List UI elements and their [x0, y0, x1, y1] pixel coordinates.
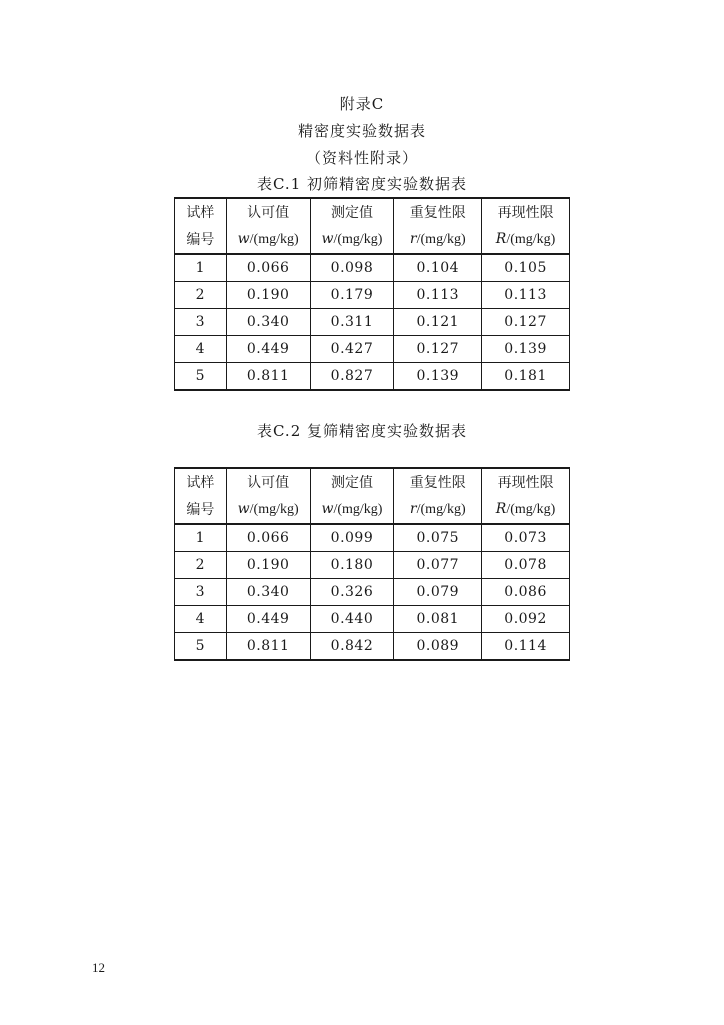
table-row: [175, 552, 570, 579]
value-cell: 0.127: [394, 336, 482, 363]
unit-symbol: R: [495, 501, 507, 517]
header-cell: 重复性限: [394, 198, 482, 226]
header-cell: [310, 226, 394, 254]
header-cell: 测定值: [310, 468, 394, 496]
table-row: [175, 524, 570, 552]
precision-table-1: [174, 197, 570, 391]
unit-symbol: r: [409, 501, 417, 517]
value-cell: 0.089: [394, 633, 482, 661]
value-cell: 0.326: [310, 579, 394, 606]
sample-id-cell: 5: [175, 633, 227, 661]
header-cell: 编号: [175, 496, 227, 524]
header-cell: 试样: [175, 468, 227, 496]
header-cell: 试样: [175, 198, 227, 226]
header-cell: [482, 226, 570, 254]
table-1-caption: 表C.1 初筛精密度实验数据表: [256, 175, 468, 193]
sample-id-cell: 5: [175, 363, 227, 391]
sample-id-cell: 1: [175, 524, 227, 552]
value-cell: 0.449: [226, 606, 310, 633]
value-cell: 0.105: [482, 254, 570, 282]
value-cell: 0.121: [394, 309, 482, 336]
value-cell: 0.827: [310, 363, 394, 391]
unit-text: /(mg/kg): [333, 502, 383, 517]
unit-text: /(mg/kg): [333, 232, 383, 247]
header-cell: [482, 496, 570, 524]
value-cell: 0.114: [482, 633, 570, 661]
value-cell: 0.081: [394, 606, 482, 633]
table-row: [175, 606, 570, 633]
header-cell: 认可值: [226, 198, 310, 226]
table-2-caption: 表C.2 复筛精密度实验数据表: [256, 422, 468, 440]
value-cell: 0.181: [482, 363, 570, 391]
unit-text: /(mg/kg): [416, 502, 466, 517]
sample-id-cell: 3: [175, 309, 227, 336]
sample-id-cell: 2: [175, 552, 227, 579]
table-row: [175, 363, 570, 391]
unit-symbol: w: [321, 231, 334, 247]
value-cell: 0.078: [482, 552, 570, 579]
sample-id-cell: 4: [175, 336, 227, 363]
value-cell: 0.190: [226, 552, 310, 579]
value-cell: 0.139: [394, 363, 482, 391]
table-row: [175, 633, 570, 661]
value-cell: 0.073: [482, 524, 570, 552]
unit-symbol: w: [237, 501, 250, 517]
value-cell: 0.066: [226, 524, 310, 552]
header-cell: [394, 496, 482, 524]
value-cell: 0.427: [310, 336, 394, 363]
table-row: [175, 336, 570, 363]
sample-id-cell: 3: [175, 579, 227, 606]
value-cell: 0.092: [482, 606, 570, 633]
value-cell: 0.811: [226, 633, 310, 661]
value-cell: 0.099: [310, 524, 394, 552]
sample-id-cell: 4: [175, 606, 227, 633]
header-cell: [226, 496, 310, 524]
header-cell: 测定值: [310, 198, 394, 226]
unit-symbol: R: [495, 231, 507, 247]
appendix-title: 附录C: [339, 95, 385, 113]
header-cell: 编号: [175, 226, 227, 254]
value-cell: 0.077: [394, 552, 482, 579]
unit-text: /(mg/kg): [506, 232, 556, 247]
unit-symbol: r: [409, 231, 417, 247]
value-cell: 0.440: [310, 606, 394, 633]
value-cell: 0.811: [226, 363, 310, 391]
value-cell: 0.842: [310, 633, 394, 661]
value-cell: 0.098: [310, 254, 394, 282]
header-cell: [226, 226, 310, 254]
document-title: 精密度实验数据表: [297, 122, 426, 140]
value-cell: 0.066: [226, 254, 310, 282]
value-cell: 0.079: [394, 579, 482, 606]
header-cell: 重复性限: [394, 468, 482, 496]
precision-table-2: [174, 467, 570, 661]
sample-id-cell: 2: [175, 282, 227, 309]
value-cell: 0.127: [482, 309, 570, 336]
value-cell: 0.139: [482, 336, 570, 363]
header-cell: [394, 226, 482, 254]
document-subtitle: （资料性附录）: [305, 149, 418, 167]
value-cell: 0.311: [310, 309, 394, 336]
value-cell: 0.190: [226, 282, 310, 309]
unit-text: /(mg/kg): [249, 232, 299, 247]
unit-text: /(mg/kg): [416, 232, 466, 247]
header-cell: 再现性限: [482, 468, 570, 496]
table-row: [175, 282, 570, 309]
value-cell: 0.113: [482, 282, 570, 309]
value-cell: 0.113: [394, 282, 482, 309]
header-cell: 认可值: [226, 468, 310, 496]
header-cell: 再现性限: [482, 198, 570, 226]
table-row: [175, 254, 570, 282]
unit-text: /(mg/kg): [506, 502, 556, 517]
value-cell: 0.086: [482, 579, 570, 606]
value-cell: 0.340: [226, 579, 310, 606]
table-row: [175, 309, 570, 336]
value-cell: 0.075: [394, 524, 482, 552]
value-cell: 0.340: [226, 309, 310, 336]
value-cell: 0.104: [394, 254, 482, 282]
unit-text: /(mg/kg): [249, 502, 299, 517]
sample-id-cell: 1: [175, 254, 227, 282]
table-row: [175, 579, 570, 606]
value-cell: 0.179: [310, 282, 394, 309]
unit-symbol: w: [321, 501, 334, 517]
value-cell: 0.180: [310, 552, 394, 579]
page-number: 12: [92, 960, 105, 975]
unit-symbol: w: [237, 231, 250, 247]
header-cell: [310, 496, 394, 524]
value-cell: 0.449: [226, 336, 310, 363]
